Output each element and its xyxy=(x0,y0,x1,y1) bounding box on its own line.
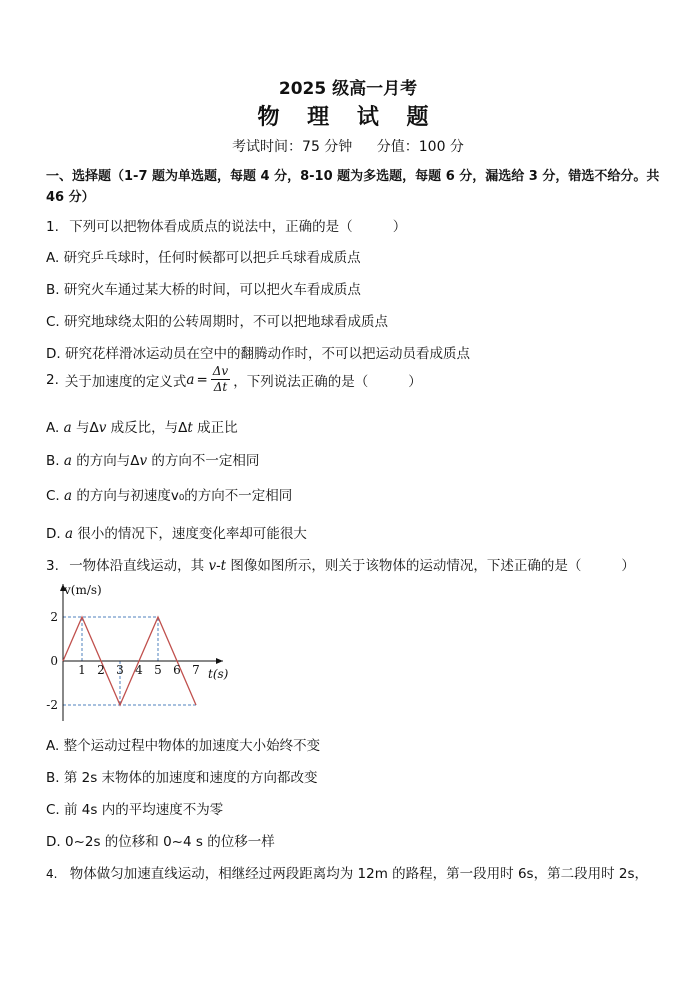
exam-score: 分值：100 分 xyxy=(376,139,464,155)
x-tick-label: 4 xyxy=(135,663,143,677)
x-tick-label: 2 xyxy=(97,663,105,677)
exam-time: 考试时间：75 分钟 xyxy=(232,139,353,155)
question-2-paren-close: ） xyxy=(408,373,422,390)
x-axis-label: t(s) xyxy=(208,667,229,681)
question-1-option-c: C. 研究地球绕太阳的公转周期时，不可以把地球看成质点 xyxy=(46,314,389,330)
symbol-a: a xyxy=(186,371,195,388)
x-tick-label: 1 xyxy=(78,663,86,677)
exam-meta xyxy=(0,136,696,156)
y-tick-label: 2 xyxy=(50,610,58,624)
fraction-numerator: Δv xyxy=(212,364,229,378)
question-2-option-c: C. a 的方向与初速度v₀的方向不一定相同 xyxy=(46,488,293,504)
question-3-paren-close: ） xyxy=(621,558,635,574)
exam-subject-title: 物 理 试 题 xyxy=(257,105,439,130)
question-4-stem xyxy=(46,862,648,882)
x-tick-label: 3 xyxy=(116,663,124,677)
question-2-stem xyxy=(46,364,422,395)
question-2-option-d: D. a 很小的情况下，速度变化率却可能很大 xyxy=(46,526,307,542)
x-tick-label: 7 xyxy=(192,663,200,677)
question-4-number: 4. xyxy=(46,867,58,881)
y-axis-label: v(m/s) xyxy=(64,583,102,597)
x-tick-label: 6 xyxy=(173,663,181,677)
question-1-paren-close: ） xyxy=(392,219,407,235)
fraction-denominator: Δt xyxy=(213,380,228,394)
question-1-text: 下列可以把物体看成质点的说法中，正确的是（ xyxy=(69,219,353,235)
equals-sign: = xyxy=(196,371,208,388)
question-3-text-b: 图像如图所示，则关于该物体的运动情况，下述正确的是（ xyxy=(226,558,582,574)
question-2-option-b: B. a 的方向与Δv 的方向不一定相同 xyxy=(46,453,260,469)
x-axis-arrow-icon xyxy=(216,658,223,664)
acceleration-fraction xyxy=(211,364,230,395)
y-tick-label: 0 xyxy=(50,654,58,668)
exam-grade-title: 2025 级高一月考 xyxy=(278,79,418,99)
question-3-option-b: B. 第 2s 末物体的加速度和速度的方向都改变 xyxy=(46,770,318,786)
question-3-option-c: C. 前 4s 内的平均速度不为零 xyxy=(46,802,224,818)
question-3-stem xyxy=(46,554,635,574)
question-2-option-a: A. a 与Δv 成反比，与Δt 成正比 xyxy=(46,420,238,436)
question-2-text-b: ，下列说法正确的是（ xyxy=(233,373,369,390)
question-3-text-a: 一物体沿直线运动，其 xyxy=(69,558,209,574)
question-1-option-a: A. 研究乒乓球时，任何时候都可以把乒乓球看成质点 xyxy=(46,250,361,266)
x-tick-label: 5 xyxy=(154,663,162,677)
question-3-number: 3. xyxy=(46,558,59,574)
section-heading: 一、选择题（1-7 题为单选题，每题 4 分，8-10 题为多选题，每题 6 分，漏选给 3 分，错选不给分。共 46 分） xyxy=(46,169,660,205)
question-3-option-a: A. 整个运动过程中物体的加速度大小始终不变 xyxy=(46,738,321,754)
question-1-number: 1. xyxy=(46,219,59,235)
y-tick-label: -2 xyxy=(46,698,58,712)
question-1-option-b: B. 研究火车通过某大桥的时间，可以把火车看成质点 xyxy=(46,282,361,298)
vt-symbol: v-t xyxy=(208,558,227,574)
question-2-number: 2. xyxy=(46,371,59,388)
question-3-option-d: D. 0~2s 的位移和 0~4 s 的位移一样 xyxy=(46,834,275,850)
question-4-text: 物体做匀加速直线运动，相继经过两段距离均为 12m 的路程，第一段用时 6s，第二段用时 2s， xyxy=(69,866,648,882)
question-2-text-a: 关于加速度的定义式 xyxy=(64,373,187,390)
question-1-stem xyxy=(46,215,406,235)
question-1-option-d: D. 研究花样滑冰运动员在空中的翻腾动作时，不可以把运动员看成质点 xyxy=(46,346,470,362)
vt-graph xyxy=(40,578,240,728)
